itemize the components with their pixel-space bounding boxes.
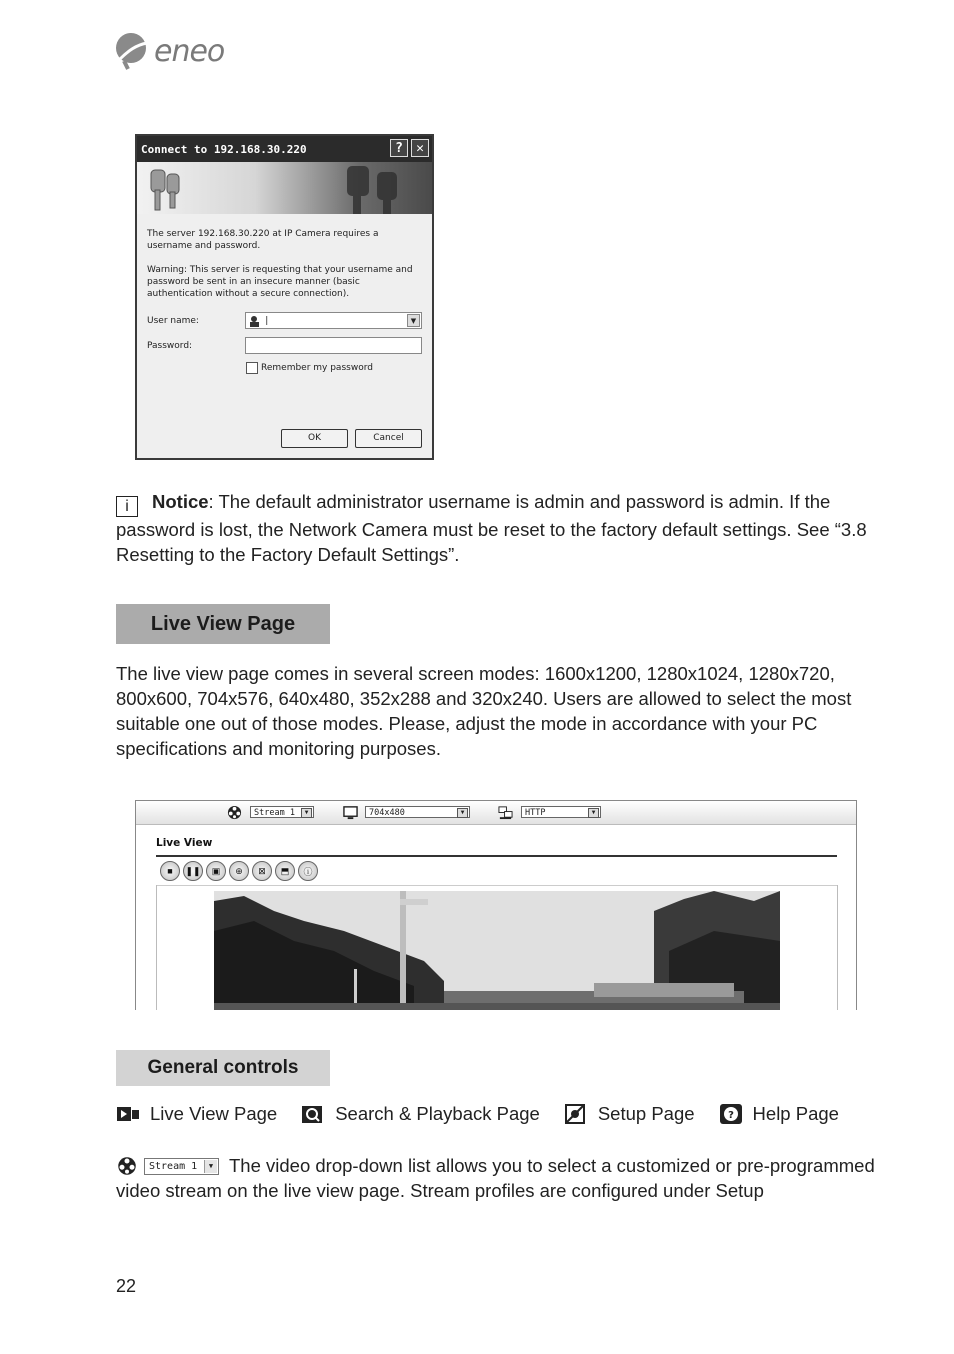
live-view-toolbar <box>160 861 318 881</box>
section-heading-general-controls: General controls <box>116 1050 330 1086</box>
search-playback-page-label: Search & Playback Page <box>335 1103 540 1124</box>
ok-button[interactable]: OK <box>281 429 348 448</box>
search-playback-page-control[interactable] <box>301 1103 540 1125</box>
video-stream[interactable] <box>214 891 780 1010</box>
live-view-page-control[interactable] <box>116 1103 277 1125</box>
notice-label: Notice <box>152 491 209 512</box>
general-controls-row <box>116 1103 863 1125</box>
chevron-down-icon[interactable]: ▼ <box>204 1160 217 1173</box>
user-icon <box>248 315 262 327</box>
dialog-warning: Warning: This server is requesting that your username and password be sent in an insecure manner (basic authentication without a secure connection). <box>147 265 413 299</box>
camera-scene-image <box>214 891 780 1010</box>
live-view-topbar <box>136 801 856 825</box>
section-heading-live-view: Live View Page <box>116 604 330 644</box>
live-view-page-label: Live View Page <box>150 1103 278 1124</box>
logo-mark-icon <box>114 31 150 71</box>
info-icon[interactable]: ⓘ <box>298 861 318 881</box>
search-playback-icon <box>301 1103 325 1125</box>
help-button[interactable]: ? <box>390 139 408 157</box>
dialog-titlebar <box>137 136 432 162</box>
stream-reel-icon <box>227 805 242 820</box>
title-divider <box>156 855 837 857</box>
toolbar-divider <box>156 885 837 886</box>
keys-banner <box>137 162 432 214</box>
network-icon <box>498 805 513 820</box>
resolution-select[interactable] <box>365 806 470 818</box>
monitor-icon <box>343 805 358 820</box>
stop-icon[interactable]: ■ <box>160 861 180 881</box>
protocol-select[interactable] <box>521 806 601 818</box>
live-view-screenshot <box>135 800 857 1010</box>
stream-select-sample-value: Stream 1 <box>149 1160 198 1172</box>
zoom-icon[interactable]: ⊕ <box>229 861 249 881</box>
stream-description-paragraph <box>116 1153 878 1203</box>
chevron-down-icon[interactable]: ▼ <box>301 808 312 818</box>
chevron-down-icon[interactable]: ▼ <box>407 314 420 327</box>
chevron-down-icon[interactable]: ▼ <box>588 808 599 818</box>
frame-right-border <box>837 885 838 1010</box>
stream-description-text: The video drop-down list allows you to select a customized or pre-programmed video stream on the live view page. Stream profiles are configured under Setup <box>116 1155 875 1201</box>
stream-select[interactable] <box>250 806 314 818</box>
stream-select-value: Stream 1 <box>254 808 295 818</box>
setup-page-control[interactable] <box>564 1103 695 1125</box>
cancel-button[interactable]: Cancel <box>355 429 422 448</box>
password-label: Password: <box>147 340 193 351</box>
help-page-label: Help Page <box>752 1103 839 1124</box>
stream-reel-icon <box>116 1156 138 1176</box>
help-icon <box>719 1103 743 1125</box>
logo-text: eneo <box>154 33 225 69</box>
remember-checkbox[interactable] <box>246 362 258 374</box>
svg-text:?: ? <box>727 1110 734 1121</box>
live-view-icon <box>116 1103 140 1125</box>
snapshot-icon[interactable]: ▣ <box>206 861 226 881</box>
username-field[interactable]: | ▼ <box>245 312 422 329</box>
stream-select-sample[interactable] <box>144 1158 219 1175</box>
dialog-message: The server 192.168.30.220 at IP Camera requires a username and password. <box>147 229 379 251</box>
fullscreen-icon[interactable]: ⊠ <box>252 861 272 881</box>
chevron-down-icon[interactable]: ▼ <box>457 808 468 818</box>
notice-paragraph <box>116 489 876 567</box>
brand-logo <box>114 30 224 72</box>
pause-icon[interactable]: ❚❚ <box>183 861 203 881</box>
setup-icon <box>564 1103 588 1125</box>
protocol-select-value: HTTP <box>525 808 546 818</box>
help-page-control[interactable] <box>719 1103 839 1125</box>
frame-left-border <box>156 885 157 1010</box>
dialog-title: Connect to 192.168.30.220 <box>141 142 307 156</box>
login-dialog <box>135 134 434 460</box>
setup-page-label: Setup Page <box>597 1103 695 1124</box>
notice-text: : The default administrator username is admin and password is admin. If the password is lost, the Network Camera must be reset to the factory default settings. See “3.8 Resetting to the Factory Default Settings”. <box>116 491 867 565</box>
close-button[interactable]: ✕ <box>411 139 429 157</box>
keys-icon <box>137 162 432 214</box>
live-view-description: The live view page comes in several screen modes: 1600x1200, 1280x1024, 1280x720, 800x600, 704x576, 640x480, 352x288 and 320x240. Users are allowed to select the most suitable one out of those modes. Please, adjust the mode in accordance with your PC specifications and monitoring purposes. <box>116 663 852 759</box>
password-field[interactable] <box>245 337 422 354</box>
stream-dropdown-sample[interactable] <box>116 1156 219 1176</box>
live-view-title: Live View <box>156 837 213 849</box>
record-icon[interactable]: ⬒ <box>275 861 295 881</box>
remember-label: Remember my password <box>261 363 373 373</box>
username-label: User name: <box>147 315 199 326</box>
remember-checkbox-row[interactable] <box>246 362 422 374</box>
resolution-select-value: 704x480 <box>369 808 405 818</box>
info-icon: i <box>116 496 138 517</box>
page-number: 22 <box>116 1276 137 1296</box>
